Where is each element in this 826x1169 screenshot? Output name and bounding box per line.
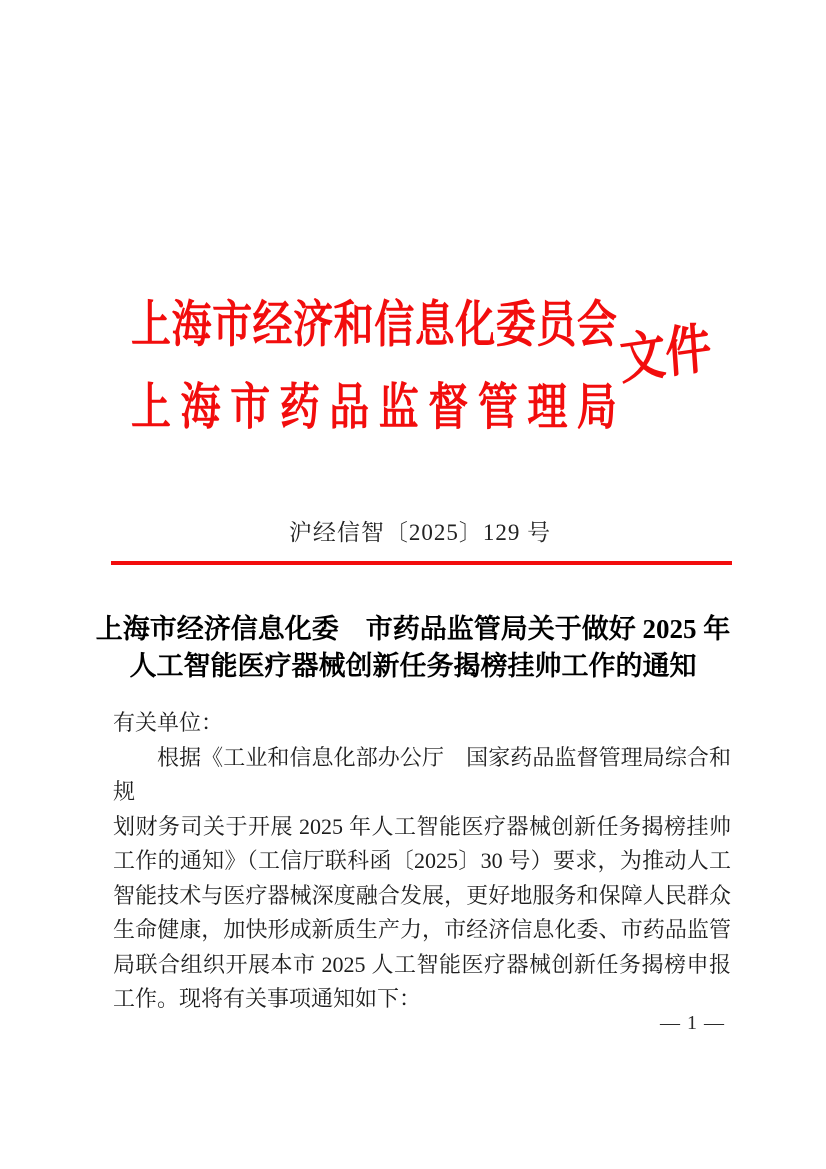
- paragraph-line: 根据《工业和信息化部办公厅 国家药品监督管理局综合和规: [113, 744, 731, 804]
- page-number: — 1 —: [660, 1012, 725, 1034]
- paragraph-line: 工作。现将有关事项通知如下：: [113, 986, 422, 1011]
- salutation: 有关单位：: [113, 710, 224, 735]
- doc-number: 沪经信智〔2025〕129 号: [288, 520, 552, 545]
- org-name-line-2: 上 海 市 药 品 监 督 管 理 局: [131, 379, 617, 436]
- red-separator-line: [111, 561, 732, 565]
- paragraph-line: 生命健康，加快形成新质生产力，市经济信息化委、市药品监管: [113, 917, 731, 942]
- wenjian-label: 文件: [617, 317, 714, 391]
- org-name-line-1: 上 海 市 经 济 和 信 息 化 委 员 会: [131, 296, 617, 353]
- paragraph-line: 智能技术与医疗器械深度融合发展，更好地服务和保障人民群众: [113, 882, 731, 908]
- paragraph-line: 局联合组织开展本市 2025 人工智能医疗器械创新任务揭榜申报: [113, 951, 731, 977]
- document-title: [93, 611, 733, 685]
- title-line-1: 上海市经济信息化委 市药品监管局关于做好 2025 年: [95, 614, 731, 644]
- paragraph-line: 工作的通知》（工信厅联科函〔2025〕30 号）要求，为推动人工: [113, 848, 731, 873]
- letterhead: [131, 284, 617, 449]
- body-paragraph: [113, 741, 731, 1017]
- title-line-2: 人工智能医疗器械创新任务揭榜挂帅工作的通知: [129, 651, 697, 681]
- paragraph-line: 划财务司关于开展 2025 年人工智能医疗器械创新任务揭榜挂帅: [113, 813, 731, 839]
- document-body: [113, 706, 731, 1017]
